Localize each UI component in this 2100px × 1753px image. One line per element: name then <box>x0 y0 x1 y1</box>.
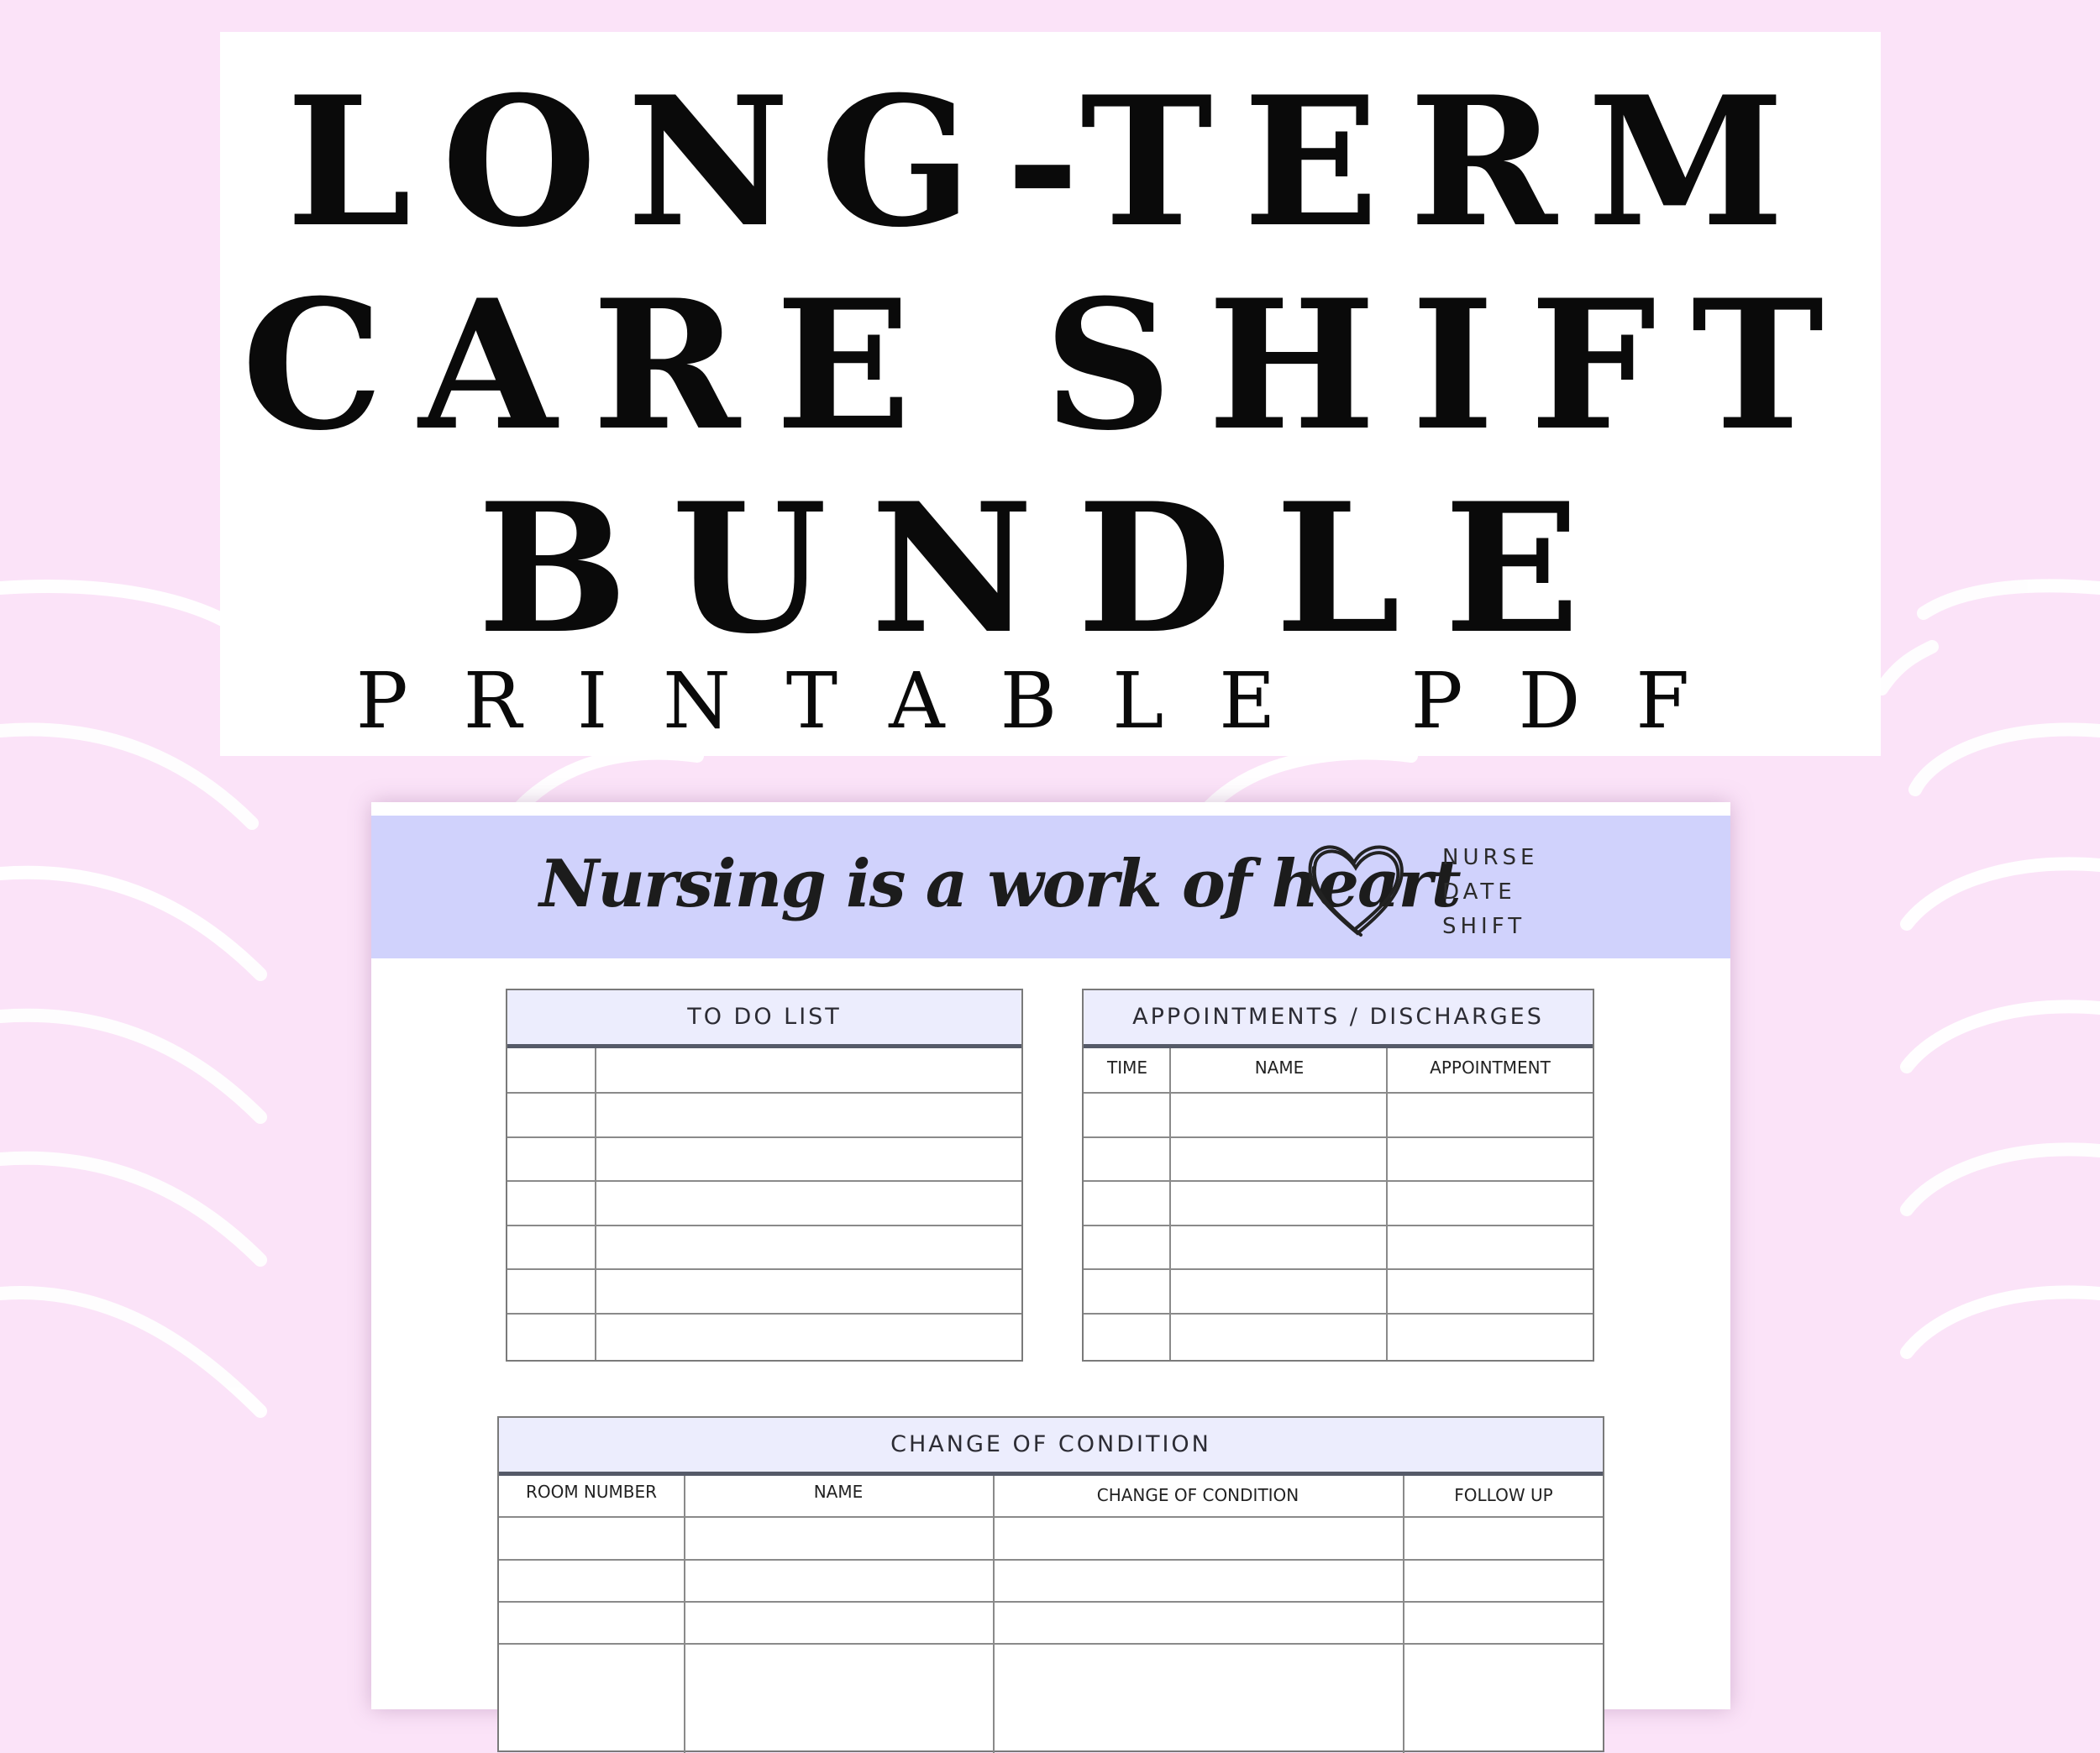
todo-row-line <box>507 1313 1021 1315</box>
planner-sheet <box>371 802 1730 1709</box>
motto-text: Nursing is a work of heart <box>539 846 1460 922</box>
appt-row-line <box>1084 1136 1593 1138</box>
title-panel <box>220 32 1881 756</box>
col-name: NAME <box>1254 1058 1305 1078</box>
condition-title: CHANGE OF CONDITION <box>499 1418 1603 1476</box>
cond-row-line <box>499 1516 1603 1518</box>
title-line-2: CARE SHIFT <box>241 260 1860 470</box>
appt-row-line <box>1084 1313 1593 1315</box>
meta-nurse: NURSE <box>1442 845 1539 870</box>
col-change-of-condition: CHANGE OF CONDITION <box>1096 1485 1299 1505</box>
cond-row-line <box>499 1559 1603 1561</box>
todo-row-line <box>507 1180 1021 1182</box>
todo-title: TO DO LIST <box>507 990 1021 1048</box>
todo-row-line <box>507 1136 1021 1138</box>
appointments-table <box>1082 989 1594 1362</box>
todo-row-line <box>507 1268 1021 1270</box>
col-time: TIME <box>1106 1058 1147 1078</box>
meta-shift: SHIFT <box>1442 914 1526 939</box>
todo-table <box>506 989 1023 1362</box>
appointments-title: APPOINTMENTS / DISCHARGES <box>1084 990 1593 1048</box>
todo-row-line <box>507 1092 1021 1094</box>
condition-table <box>497 1416 1604 1752</box>
todo-row-line <box>507 1225 1021 1226</box>
appt-row-line <box>1084 1180 1593 1182</box>
title-line-3: BUNDLE <box>477 464 1624 673</box>
col-appointment: APPOINTMENT <box>1430 1058 1551 1078</box>
appt-row-line <box>1084 1225 1593 1226</box>
appt-row-line <box>1084 1268 1593 1270</box>
cond-row-line <box>499 1601 1603 1603</box>
planner-banner <box>371 816 1730 958</box>
meta-fields <box>1442 841 1538 944</box>
col-room-number: ROOM NUMBER <box>525 1482 658 1502</box>
subtitle: PRINTABLE PDF <box>355 656 1746 746</box>
appt-row-line <box>1084 1092 1593 1094</box>
title-line-1: LONG-TERM <box>286 57 1815 266</box>
col-follow-up: FOLLOW UP <box>1454 1485 1553 1505</box>
meta-date: DATE <box>1442 879 1516 905</box>
col-name: NAME <box>813 1482 864 1502</box>
cond-row-line <box>499 1643 1603 1645</box>
heart-icon <box>1302 834 1411 942</box>
